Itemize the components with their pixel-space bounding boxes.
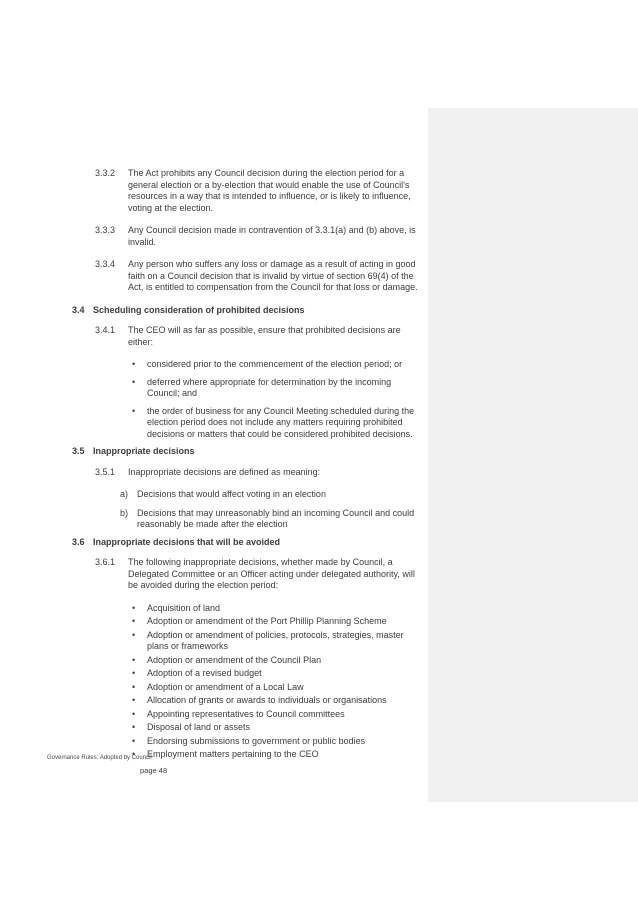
clause-number: 3.3.4 xyxy=(95,259,116,269)
bullet-icon xyxy=(132,359,147,371)
section-heading-3-5 xyxy=(72,446,428,458)
list-item xyxy=(132,749,428,761)
clause-3-4-1 xyxy=(95,325,428,348)
clause-text: The CEO will as far as possible, ensure that prohibited decisions are either: xyxy=(128,325,401,347)
list-item xyxy=(132,603,428,615)
alpha-item-a xyxy=(120,489,428,501)
clause-number: 3.3.2 xyxy=(95,168,116,178)
clause-text: Any Council decision made in contravention of 3.3.1(a) and (b) above, is invalid. xyxy=(128,225,416,247)
list-item-text: Adoption or amendment of policies, protocols, strategies, master plans or frameworks xyxy=(147,629,404,651)
alpha-item-b xyxy=(120,508,428,531)
bullet-list-3-4-1 xyxy=(132,359,428,440)
list-item xyxy=(132,377,428,400)
list-item-text: Acquisition of land xyxy=(147,602,221,613)
bullet-icon xyxy=(132,668,147,680)
bullet-icon xyxy=(132,709,147,721)
list-item-text: Adoption or amendment of the Port Phillip Planning Scheme xyxy=(147,616,387,626)
clause-number: 3.3.3 xyxy=(95,225,116,235)
bullet-icon xyxy=(132,406,147,441)
alpha-label: a) xyxy=(120,489,129,499)
clause-3-6-1 xyxy=(95,557,428,592)
section-heading-3-4 xyxy=(72,305,428,317)
footer-page-number: page 48 xyxy=(140,766,168,775)
bullet-icon xyxy=(132,695,147,707)
clause-3-3-4 xyxy=(95,259,428,294)
bullet-icon xyxy=(132,603,147,615)
section-number: 3.6 xyxy=(72,536,85,547)
list-item xyxy=(132,695,428,707)
bullet-icon xyxy=(132,377,147,400)
bullet-icon xyxy=(132,616,147,628)
list-item xyxy=(132,406,428,441)
list-item-text: Adoption of a revised budget xyxy=(147,668,262,678)
alpha-text: Decisions that may unreasonably bind an incoming Council and could reasonably be made after the election xyxy=(137,507,415,529)
bullet-list-3-6-1 xyxy=(132,603,428,761)
list-item-text: Disposal of land or assets xyxy=(147,722,251,732)
bullet-icon xyxy=(132,736,147,748)
clause-3-3-3 xyxy=(95,225,428,248)
section-number: 3.5 xyxy=(72,446,85,456)
list-item xyxy=(132,722,428,734)
list-item-text: deferred where appropriate for determination by the incoming Council; and xyxy=(147,376,392,398)
list-item xyxy=(132,709,428,721)
right-gray-panel xyxy=(428,108,638,802)
clause-number: 3.5.1 xyxy=(95,466,116,477)
bullet-icon xyxy=(132,682,147,694)
list-item xyxy=(132,630,428,653)
footer-document-title: Governance Rules: Adopted by Council xyxy=(47,755,152,761)
list-item-text: Endorsing submissions to government or public bodies xyxy=(147,735,366,746)
clause-text: The Act prohibits any Council decision during the election period for a general election or a by-election that would enable the use of Council's resources in a way that is intended to influence, or is likely to influence, voting at the election. xyxy=(128,168,411,213)
alpha-label: b) xyxy=(120,507,129,518)
clause-text: The following inappropriate decisions, whether made by Council, a Delegated Committee or an Officer acting under delegated authority, will be avoided during the election period: xyxy=(128,557,415,590)
list-item xyxy=(132,655,428,667)
list-item xyxy=(132,616,428,628)
alpha-text: Decisions that would affect voting in an election xyxy=(137,489,326,499)
section-title: Scheduling consideration of prohibited decisions xyxy=(93,304,305,315)
list-item xyxy=(132,682,428,694)
bullet-icon xyxy=(132,722,147,734)
list-item-text: Allocation of grants or awards to individuals or organisations xyxy=(147,695,387,705)
list-item xyxy=(132,736,428,748)
clause-text: Any person who suffers any loss or damage as a result of acting in good faith on a Council decision that is invalid by virtue of section 69(4) of the Act, is entitled to compensation from the Council for that loss or damage. xyxy=(128,259,418,292)
section-title: Inappropriate decisions that will be avoided xyxy=(93,536,281,547)
list-item-text: Appointing representatives to Council committees xyxy=(147,708,345,719)
clause-3-3-2 xyxy=(95,168,428,214)
list-item xyxy=(132,668,428,680)
clause-number: 3.4.1 xyxy=(95,325,116,335)
list-item-text: Employment matters pertaining to the CEO xyxy=(147,749,319,759)
list-item-text: considered prior to the commencement of the election period; or xyxy=(147,359,403,369)
list-item-text: Adoption or amendment of the Council Plan xyxy=(147,654,322,665)
bullet-icon xyxy=(132,630,147,653)
bullet-icon xyxy=(132,655,147,667)
document-content xyxy=(0,168,428,761)
clause-number: 3.6.1 xyxy=(95,557,116,567)
section-title: Inappropriate decisions xyxy=(93,446,195,456)
list-item xyxy=(132,359,428,371)
list-item-text: the order of business for any Council Meeting scheduled during the election period does not include any matters requiring prohibited decisions or matters that could be considered prohibited decisions. xyxy=(147,405,415,439)
clause-3-5-1 xyxy=(95,467,428,479)
section-heading-3-6 xyxy=(72,537,428,549)
section-number: 3.4 xyxy=(72,304,85,315)
list-item-text: Adoption or amendment of a Local Law xyxy=(147,681,304,692)
clause-text: Inappropriate decisions are defined as meaning: xyxy=(128,466,321,477)
